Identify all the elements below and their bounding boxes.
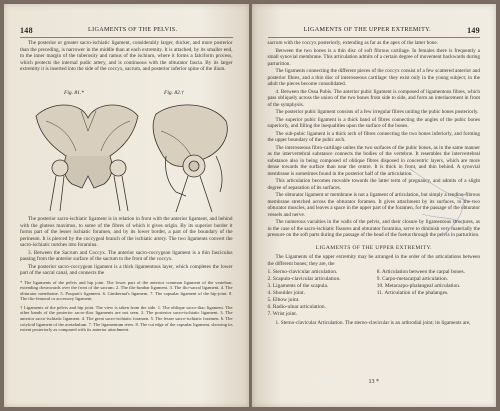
right-paragraph-1: sacrum with the coccyx posteriorly, extending as far as the apex of the latter bone. bbox=[267, 40, 439, 46]
list-item: 2. Scapulo-clavicular articulation. bbox=[267, 276, 341, 282]
articulation-list bbox=[268, 269, 481, 318]
left-page-number: 148 bbox=[20, 26, 33, 35]
list-item: 10. Metacarpo-phalangeal articulation. bbox=[376, 283, 461, 289]
right-paragraph-9: This articulation becomes movable towards the latter term of pregnancy, and admits of a slight degree of separation of its surfaces. bbox=[267, 178, 480, 191]
list-item: 6. Radio-ulnar articulation. bbox=[267, 304, 326, 310]
left-page bbox=[4, 4, 249, 407]
left-running-head bbox=[20, 26, 233, 38]
figure-82-label: Fig. 82.† bbox=[164, 90, 185, 96]
pelvis-illustrations bbox=[26, 96, 241, 214]
list-item: 8. Articulation between the carpal bones. bbox=[376, 269, 465, 275]
left-top-text bbox=[20, 40, 233, 74]
right-paragraph-6: The superior pubic ligament is a thick band of fibres connecting the angles of the pubic bones superiorly, and filling the inequalities upon the surface of the bones. bbox=[267, 116, 480, 129]
right-paragraph-8: The interosseous fibro-cartilage unites the two surfaces of the pubic bones, as in the same manner as the intervertebral substance connects the bodies of the vertebræ. It resembles the intervertebral substance also in being composed of oblique fibres disposed in concentric layers, which are more dense towards the surface than near the centre. It is thick in front, and thin behind. A synovial membrane is sometimes found in the posterior half of the articulation. bbox=[267, 144, 480, 177]
pelvis-front-figure bbox=[36, 105, 138, 211]
right-paragraph-7: The sub-pubic ligament is a thick arch of fibres connecting the two bones inferiorly, and forming the upper boundary of the pubic arch. bbox=[267, 130, 480, 143]
pencil-scribble-mark bbox=[402, 164, 482, 244]
right-page-number: 149 bbox=[467, 26, 480, 35]
right-paragraph-5: The posterior pubic ligament consists of a few irregular fibres uniting the pubic bones posteriorly. bbox=[275, 109, 479, 115]
right-head-title: LIGAMENTS OF THE UPPER EXTREMITY. bbox=[303, 26, 431, 33]
right-paragraph-4: 4. Between the Ossa Pubis. The anterior pubic ligament is composed of ligamentous fibres, which pass obliquely across the union of the two bones from side to side, and form an interlacement in front of the symphysis. bbox=[267, 88, 480, 108]
footnote-fig-81: * The ligaments of the pelvis and hip joint. The lower part of the anterior common ligament of the vertebræ, extending downwards over the front of the sacrum. 2. The ilio-lumbar ligament. 3. The ilio-sacral ligament. 4. The obturator membrane. 5. Poupart's ligament. 6. Gimbernat's ligament. 7. The capsular ligament of the hip-joint. 8. The ilio-femoral or accessory ligament. bbox=[20, 279, 233, 302]
right-paragraph-10: The obturator ligament or membrane is not a ligament of articulation, but simply a tendino-fibrous membrane stretched across the obturator foramen. It gives attachment by its surfaces, to the two obturator muscles, and leaves a space in the upper part of the foramen, for the passage of the obturator vessels and nerve. bbox=[267, 192, 480, 218]
list-item bbox=[377, 311, 480, 318]
footnote-fig-82: † Ligaments of the pelvis and hip joint. The view is taken from the side. 1. The oblique sacro-iliac ligament. The other bands of the posterior sacro-iliac ligaments are not seen. 2. The posterior sacro-ischiatic ligament. 3. The anterior sacro-ischiatic ligament. 4. The great sacro-ischiatic foramen. 5. The lesser sacro-ischiatic foramen. 6. The cotyloid ligament of the acetabulum. 7. The ligamentum teres. 8. The cut edge of the capsular ligament, showing its extent posteriorly as compared with its anterior attachment. bbox=[20, 304, 233, 333]
left-paragraph-2: The posterior sacro-ischiatic ligament is in relation in front with the anterior ligament, and behind with the gluteus maximus, to some of the fibres of which it gives origin. By its superior border it forms part of the lesser ischiatic foramen, and by its lower border, a part of the boundary of the perineum. It is pierced by the coccygeal branch of the ischiatic artery. The two ligaments convert the sacro-ischiatic notches into foramina. bbox=[20, 216, 233, 248]
list-item bbox=[377, 304, 480, 311]
list-item bbox=[377, 297, 480, 304]
list-item: 3. Ligaments of the scapula. bbox=[267, 283, 329, 289]
list-item: 4. Shoulder joint. bbox=[267, 290, 305, 296]
pelvis-side-figure bbox=[153, 105, 227, 212]
signature-mark: 13 * bbox=[368, 379, 379, 385]
list-item: 9. Carpo-metacarpal articulation. bbox=[376, 276, 448, 282]
left-head-title: LIGAMENTS OF THE PELVIS. bbox=[88, 26, 178, 33]
list-item: 1. Sterno-clavicular articulation. bbox=[267, 269, 338, 275]
left-lower-text bbox=[20, 216, 233, 333]
left-paragraph-3: 3. Between the Sacrum and Coccyx. The anterior sacro-coccygean ligament is a thin fasciculus passing from the anterior surface of the sacrum to the front of the coccyx. bbox=[20, 249, 233, 262]
right-running-head bbox=[268, 26, 481, 38]
list-item: 7. Wrist joint. bbox=[267, 311, 298, 317]
right-paragraph-11: The numerous vacuities in the walls of the pelvis, and their closure by ligamentous structures, as in the case of the sacro-ischiatic fissures and obturator foramina, serve to diminish very materially the pressure on the soft parts during the passage of the head of the foetus through the pelvis in parturition. bbox=[267, 219, 480, 238]
left-paragraph-4: The posterior sacro-coccygean ligament is a thick ligamentous layer, which completes the lower part of the sacral canal, and connects the bbox=[20, 263, 233, 276]
right-page bbox=[252, 4, 497, 407]
figure-81-label: Fig. 81.* bbox=[64, 90, 85, 96]
right-paragraph-2: Between the two bones is a thin disc of soft fibrous cartilage. In females there is frequently a small synovial membrane. This articulation admits of a certain degree of movement backwards during parturition. bbox=[267, 47, 480, 67]
upper-extremity-subheading: LIGAMENTS OF THE UPPER EXTREMITY. bbox=[315, 244, 432, 251]
list-item: 11. Articulation of the phalanges. bbox=[376, 290, 449, 296]
book-spread bbox=[4, 4, 496, 407]
left-paragraph-1: The posterior or greater sacro-ischiatic ligament, considerably larger, thicker, and more posterior than the preceding, is narrower in the middle than at each extremity. It is attached, by its smaller end, to the inner margin of the tuberosity and ramus of the ischium, where it forms a falciform process, which protects the internal pudic artery, and is continuous with the obturator fascia. By its larger extremity it is inserted into the side of the coccyx, sacrum, and posterior inferior spine of the ilium. bbox=[20, 40, 233, 72]
right-paragraph-12: The Ligaments of the upper extremity may be arranged in the order of the articulations between the different bones; they are, the bbox=[267, 254, 480, 267]
list-item: 5. Elbow joint. bbox=[267, 297, 300, 303]
right-paragraph-13: 1. Sterno-clavicular Articulation. The sterno-clavicular is an arthrodial joint; its ligaments are, bbox=[275, 320, 471, 326]
right-paragraph-3: The ligaments connecting the different pieces of the coccyx consist of a few scattered anterior and posterior fibres, and a thin disc of interosseous cartilage: they exist only in the young subject; in the adult the pieces become consolidated. bbox=[267, 68, 480, 87]
